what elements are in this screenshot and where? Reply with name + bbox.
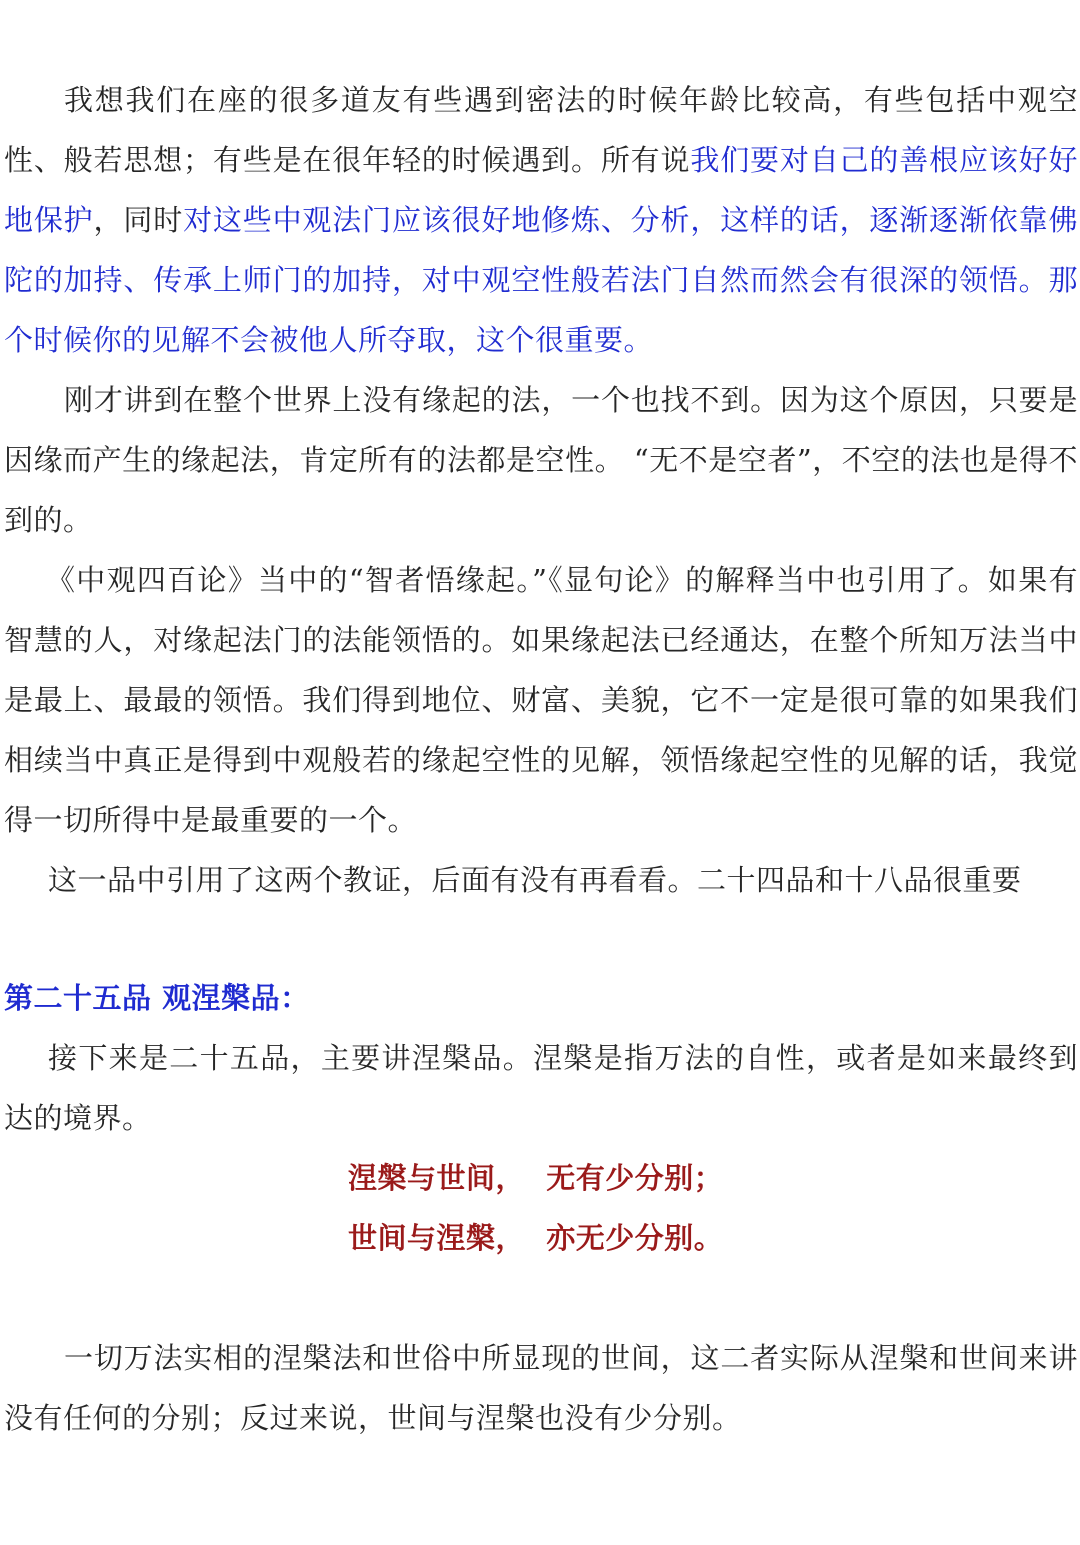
paragraph-1-text-b: ，同时 [93,203,184,237]
paragraph-1-highlight-b: 对这些中观法门应该很好地修炼、分析，这样的话，逐渐逐渐依靠佛陀的加持、传承上师门的加持，对中观空性般若法门自然而然会有很深的领悟。那个时候你的见解不会被他人所夺取，这个很重要。 [4,203,1078,357]
paragraph-1-text-a: 我想我们在座的很多道友有些遇到密法的时候年龄比较高，有些包括中观空性、般若思想；有些是在很年轻的时候遇到。所有说 [4,83,1078,177]
paragraph-3: 《中观四百论》当中的“智者悟缘起。”《显句论》的解释当中也引用了。如果有智慧的人，对缘起法门的法能领悟的。如果缘起法已经通达，在整个所知万法当中是最上、最最的领悟。我们得到地位、财富、美貌，它不一定是很可靠的如果我们相续当中真正是得到中观般若的缘起空性的见解，领悟缘起空性的见解的话，我觉得一切所得中是最重要的一个。 [4,563,1078,837]
paragraph-4: 这一品中引用了这两个教证，后面有没有再看看。二十四品和十八品很重要 [48,863,1022,897]
section-heading: 第二十五品 观涅槃品： [4,981,310,1015]
paragraph-1 [4,70,1078,370]
paragraph-6: 一切万法实相的涅槃法和世俗中所显现的世间，这二者实际从涅槃和世间来讲没有任何的分别；反过来说，世间与涅槃也没有少分别。 [4,1341,1078,1435]
paragraph-5: 接下来是二十五品，主要讲涅槃品。涅槃是指万法的自性，或者是如来最终到达的境界。 [4,1041,1078,1135]
verse-line-1: 涅槃与世间， 无有少分别； [348,1161,724,1195]
paragraph-1-highlight-a: 我们要对自己的善根应该好好地保护 [4,143,1078,237]
paragraph-2: 刚才讲到在整个世界上没有缘起的法，一个也找不到。因为这个原因，只要是因缘而产生的缘起法，肯定所有的法都是空性。 “无不是空者”，不空的法也是得不到的。 [4,383,1078,537]
verse-line-2: 世间与涅槃， 亦无少分别。 [348,1221,724,1255]
